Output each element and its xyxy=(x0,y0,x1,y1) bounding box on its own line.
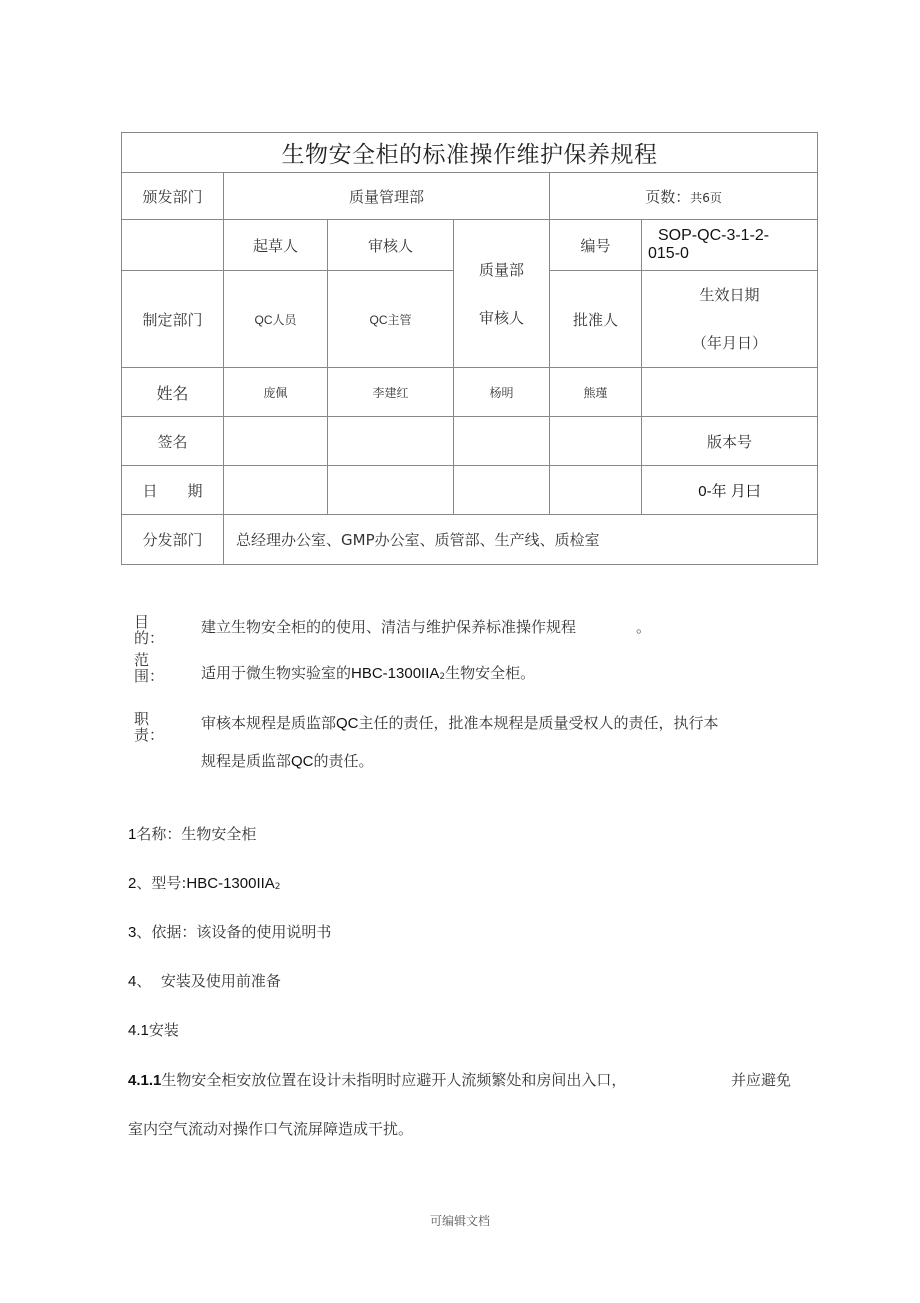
distribution-value: 总经理办公室、GMP办公室、质管部、生产线、质检室 xyxy=(224,515,818,565)
section-2-sub: 2 xyxy=(274,882,281,892)
section-3 xyxy=(128,921,331,942)
code-value-line2: 015-0 xyxy=(648,245,689,262)
code-label: 编号 xyxy=(550,220,642,271)
version-label: 版本号 xyxy=(642,417,818,466)
section-4-1-text: 安装 xyxy=(148,1021,179,1039)
purpose-end: 。 xyxy=(636,618,652,636)
duty-label: 职责： xyxy=(134,710,165,744)
sop-header-table xyxy=(121,132,818,565)
qa-reviewer-date xyxy=(454,466,550,515)
scope-label: 范围： xyxy=(134,651,165,685)
document-title: 生物安全柜的标准操作维护保养规程 xyxy=(122,133,818,173)
approver-date xyxy=(550,466,642,515)
code-value-line1: SOP-QC-3-1-2- xyxy=(658,227,770,244)
drafter-role: QC人员 xyxy=(224,271,328,368)
section-4-1-1-tail: 并应避免 xyxy=(731,1071,792,1089)
issue-dept-value: 质量管理部 xyxy=(224,173,550,220)
making-dept-label: 制定部门 xyxy=(122,271,224,368)
drafter-date xyxy=(224,466,328,515)
issue-dept-label: 颁发部门 xyxy=(122,173,224,220)
section-2-model: HBC-1300IIA xyxy=(186,875,275,892)
effective-date-value xyxy=(642,368,818,417)
approver-header: 批准人 xyxy=(550,271,642,368)
duty-line2 xyxy=(201,750,374,771)
drafter-name: 庞佩 xyxy=(224,368,328,417)
reviewer-date xyxy=(328,466,454,515)
drafter-signature xyxy=(224,417,328,466)
scope-text xyxy=(201,662,535,683)
code-value xyxy=(642,220,818,271)
qa-reviewer-name: 杨明 xyxy=(454,368,550,417)
reviewer-signature xyxy=(328,417,454,466)
drafter-header: 起草人 xyxy=(224,220,328,271)
section-4-1-number: 4.1 xyxy=(128,1022,149,1039)
duty-line1-post: 主任的责任，批准本规程是质量受权人的责任，执行本 xyxy=(358,714,719,732)
section-2-number: 2 xyxy=(128,875,137,892)
reviewer-role: QC主管 xyxy=(328,271,454,368)
date-label: 日 期 xyxy=(122,466,224,515)
section-2-text: 、型号: xyxy=(136,874,187,892)
version-value: 0-年 月曰 xyxy=(642,466,818,515)
section-4-number: 4 xyxy=(128,973,137,990)
scope-pre: 适用于微生物实验室的 xyxy=(201,664,352,682)
reviewer-header: 审核人 xyxy=(328,220,454,271)
qa-reviewer-line1: 质量部 xyxy=(478,260,524,279)
section-3-number: 3 xyxy=(128,924,137,941)
section-3-text: 、依据：该设备的使用说明书 xyxy=(136,923,332,941)
section-4-1-1-number: 4.1.1 xyxy=(128,1072,162,1089)
scope-model: HBC-1300IIA xyxy=(351,665,440,682)
qa-reviewer-header xyxy=(454,220,550,368)
section-4-1-1 xyxy=(128,1069,626,1090)
effective-date-line1: 生效日期 xyxy=(699,286,760,304)
signature-label: 签名 xyxy=(122,417,224,466)
duty-line2-pre: 规程是质监部 xyxy=(201,752,292,770)
duty-line1 xyxy=(201,712,719,733)
section-4-1-1-line2: 室内空气流动对操作口气流屏障造成干扰。 xyxy=(128,1120,414,1138)
section-4-text: 、 安装及使用前准备 xyxy=(136,972,281,990)
scope-sub: 2 xyxy=(439,672,446,682)
section-1 xyxy=(128,823,256,844)
section-2 xyxy=(128,872,281,893)
section-4-1-1-text: 生物安全柜安放位置在设计未指明时应避开人流频繁处和房间出入口， xyxy=(161,1071,627,1089)
section-4-1 xyxy=(128,1019,179,1040)
empty-cell xyxy=(122,220,224,271)
page-footer: 可编辑文档 xyxy=(429,1214,490,1228)
duty-line2-post: 的责任。 xyxy=(313,752,374,770)
purpose-text xyxy=(201,616,651,637)
scope-post: 生物安全柜。 xyxy=(445,664,536,682)
purpose-body: 建立生物安全柜的的使用、清洁与维护保养标准操作规程 xyxy=(201,618,577,636)
qa-reviewer-signature xyxy=(454,417,550,466)
approver-name: 熊瑾 xyxy=(550,368,642,417)
section-1-text: 名称：生物安全柜 xyxy=(136,825,257,843)
duty-line1-qc: QC xyxy=(336,715,359,732)
section-4 xyxy=(128,970,281,991)
approver-signature xyxy=(550,417,642,466)
name-label: 姓名 xyxy=(122,368,224,417)
section-1-number: 1 xyxy=(128,826,137,843)
reviewer-name: 李建红 xyxy=(328,368,454,417)
purpose-label: 目的： xyxy=(134,613,165,647)
page-count-label: 页数： xyxy=(645,187,691,206)
page-count-value: 共6页 xyxy=(690,190,722,205)
effective-date-header xyxy=(642,271,818,368)
duty-line2-qc: QC xyxy=(291,753,314,770)
page-count xyxy=(550,173,818,220)
effective-date-line2: （年月日） xyxy=(692,334,768,352)
distribution-label: 分发部门 xyxy=(122,515,224,565)
qa-reviewer-line2: 审核人 xyxy=(478,308,524,327)
duty-line1-pre: 审核本规程是质监部 xyxy=(201,714,337,732)
